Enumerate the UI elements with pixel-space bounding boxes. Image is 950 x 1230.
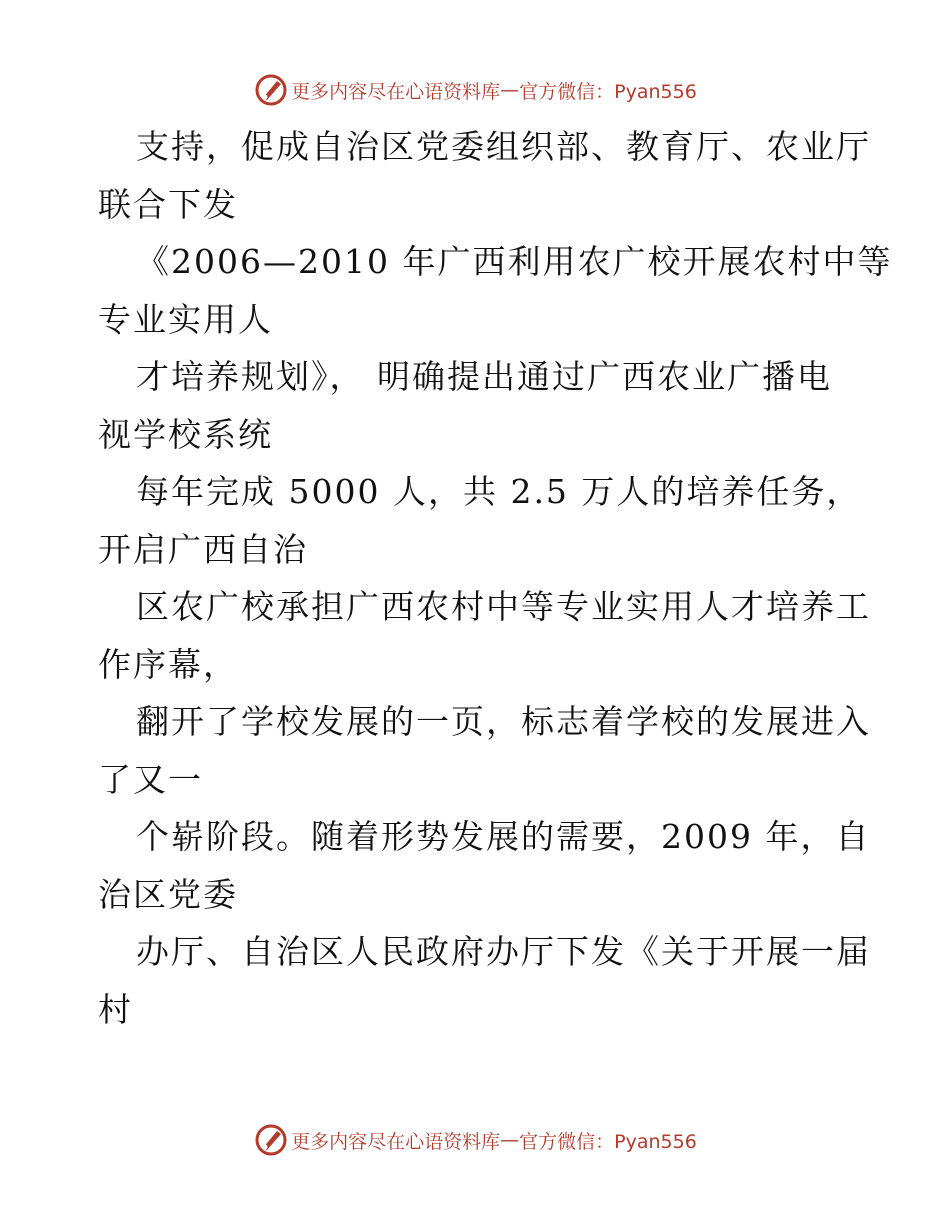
text-line-7: 每年完成 5000 人，共 2.5 万人的培养任务， [136, 472, 862, 511]
text-line-13: 个崭阶段。随着形势发展的需要，2009 年，自 [136, 817, 871, 856]
text-line-15: 办厅、自治区人民政府办厅下发《关于开展一届 [136, 932, 871, 971]
text-line-6: 视学校系统 [98, 414, 273, 454]
banner-text: 更多内容尽在心语资料库 [291, 80, 501, 103]
text-line-12: 了又一 [98, 759, 203, 799]
banner-contact: 官方微信：Pyan556 [519, 80, 697, 103]
pen-circle-logo-icon [253, 1122, 289, 1158]
document-body [98, 118, 893, 1038]
banner-contact: 官方微信：Pyan556 [519, 1130, 697, 1153]
text-line-8: 开启广西自治 [98, 529, 308, 569]
text-line-4: 专业实用人 [98, 299, 273, 339]
text-line-1: 支持，促成自治区党委组织部、教育厅、农业厅 [136, 127, 871, 166]
banner-separator: — [500, 1129, 520, 1151]
text-line-10: 作序幕， [98, 644, 238, 684]
text-line-3: 《2006—2010 年广西利用农广校开展农村中等 [136, 242, 893, 281]
text-line-14: 治区党委 [98, 874, 238, 914]
text-line-9: 区农广校承担广西农村中等专业实用人才培养工 [136, 587, 871, 626]
text-line-2: 联合下发 [98, 184, 238, 224]
banner-separator: — [500, 79, 520, 101]
pen-circle-logo-icon [253, 72, 289, 108]
text-line-11: 翻开了学校发展的一页，标志着学校的发展进入 [136, 702, 871, 741]
text-line-5: 才培养规划》， 明确提出通过广西农业广播电 [136, 357, 832, 396]
footer-banner [0, 1120, 950, 1160]
header-banner [0, 70, 950, 110]
text-line-16: 村 [98, 989, 133, 1029]
banner-text: 更多内容尽在心语资料库 [291, 1130, 501, 1153]
